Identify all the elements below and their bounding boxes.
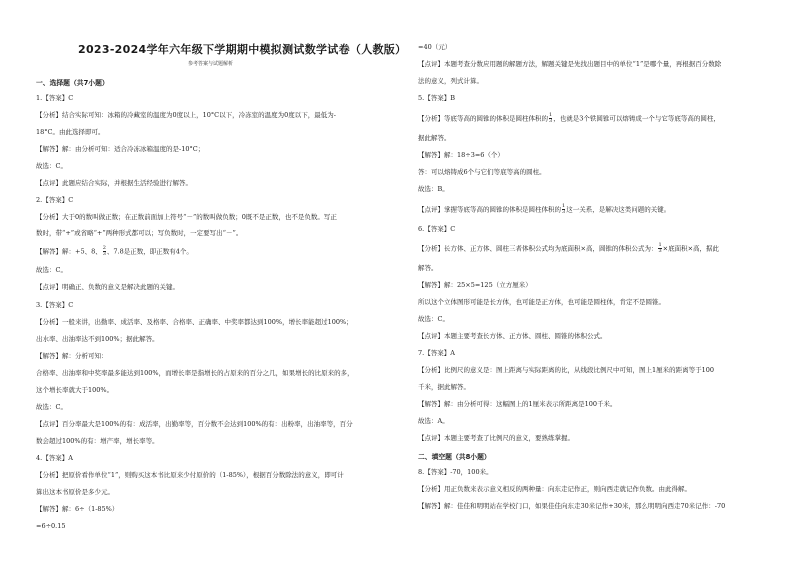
comment-q1: 【点评】此题应结合实际，并根据生活经验进行解答。: [36, 179, 192, 187]
answer-q5: 5.【答案】B: [418, 94, 455, 102]
comment-q3-line2: 数会超过100%的有：增产率，增长率等。: [36, 437, 159, 445]
solution-q2: 【解答】解：+5、8、 $\frac{2}{3}$ 、7.8是正数，即正数有4个。: [36, 245, 193, 257]
solution-q5-answer: 答：可以熔铸成6个与它们等底等高的圆柱。: [418, 168, 546, 176]
comment-q4-line1: 【点评】本题考查分数应用题的解题方法，解题关键是先找出题目中的单位“1”是哪个量，再根据百分数除: [418, 60, 722, 68]
comment-q2: 【点评】明确正、负数的意义是解决此题的关键。: [36, 283, 179, 291]
answer-q6: 6.【答案】C: [418, 225, 456, 233]
analysis-q8: 【分析】用正负数来表示意义相反的两种量：向东走记作正，则向西走就记作负数。由此得解。: [418, 485, 691, 493]
solution-q6: 【解答】解：25×5=125（立方厘米）: [418, 281, 532, 289]
document-subtitle: 参考答案与试题解析: [188, 61, 234, 67]
answer-q3: 3.【答案】C: [36, 301, 74, 309]
solution-q8: 【解答】解：佳佳和明明站在学校门口，如果佳佳向东走30米记作+30米，那么明明向西走70米记作：-70: [418, 502, 726, 510]
analysis-q1-line1: 【分析】结合实际可知：冰箱的冷藏室的温度为0度以上，10°C以下，冷冻室的温度为0度以下，最低为-: [36, 111, 336, 119]
analysis-q7-line2: 千米，据此解答。: [418, 383, 470, 391]
fraction: $\frac{2}{3}$: [102, 245, 106, 257]
answer-q1: 1.【答案】C: [36, 94, 74, 102]
analysis-q6-line1: 【分析】长方体、正方体、圆柱三者体积公式均为底面积×高，圆锥的体积公式为： $\frac{1}{3}$ ×底面积×高，据此: [418, 242, 720, 254]
fraction: $\frac{1}{3}$: [549, 112, 553, 124]
comment-q5: 【点评】掌握等底等高的圆锥的体积是圆柱体积的 $\frac{1}{3}$ 这一关系，是解决这类问题的关键。: [418, 203, 671, 215]
comment-q6: 【点评】本题主要考查长方体、正方体、圆柱、圆锥的体积公式。: [418, 332, 607, 340]
analysis-q3-line2: 出水率、出油率达不到100%；据此解答。: [36, 335, 159, 343]
choice-q5: 故选：B。: [418, 185, 449, 193]
analysis-q2-line2: 数时，带“+”或省略“+”两种形式都可以；写负数时，一定要写出“－”。: [36, 229, 243, 237]
fraction: $\frac{1}{3}$: [562, 203, 566, 215]
section-heading-fill: 二、填空题（共8小题）: [418, 453, 491, 461]
analysis-q2-line1: 【分析】大于0的数叫做正数；在正数前面加上符号“－”的数叫做负数；0既不是正数，也不是负数。写正: [36, 213, 337, 221]
analysis-q3-line1: 【分析】一般来讲，出勤率、成活率、及格率、合格率、正确率、中奖率都达到100%，增长率能超过100%；: [36, 318, 353, 326]
solution-q5: 【解答】解：18÷3=6（个）: [418, 151, 504, 159]
analysis-q6-line2: 解答。: [418, 264, 438, 272]
choice-q2: 故选：C。: [36, 266, 67, 274]
choice-q3: 故选：C。: [36, 403, 67, 411]
answer-q7: 7.【答案】A: [418, 349, 455, 357]
choice-q6: 故选：C。: [418, 315, 449, 323]
answer-q8: 8.【答案】-70，100米。: [418, 468, 493, 476]
solution-q4: 【解答】解：6÷（1-85%）: [36, 505, 119, 513]
section-heading-choice: 一、选择题（共7小题）: [36, 79, 109, 87]
solution-q6-line2: 所以这个立体图形可能是长方体，也可能是正方体，也可能是圆柱体，肯定不是圆锥。: [418, 298, 665, 306]
answer-q4: 4.【答案】A: [36, 454, 73, 462]
solution-q7: 【解答】解：由分析可得：这幅图上的1厘米表示所距离是100千米。: [418, 400, 617, 408]
solution-q1: 【解答】解：由分析可知：适合冷冻冰箱温度的是-10°C；: [36, 145, 205, 153]
choice-q7: 故选：A。: [418, 417, 449, 425]
comment-q4-line2: 法的意义，列式计算。: [418, 77, 483, 85]
solution-q3-line3: 这个增长率就大于100%。: [36, 386, 114, 394]
solution-q3: 【解答】解：分析可知：: [36, 352, 108, 360]
analysis-q4-line1: 【分析】把原价看作单位“1”，则购买这本书比原来少付原价的（1-85%），根据百分数除法的意义，即可计: [36, 471, 344, 479]
fraction: $\frac{1}{3}$: [658, 242, 662, 254]
solution-q4-result: =40（元）: [418, 43, 452, 51]
document-title: 2023-2024学年六年级下学期期中模拟测试数学试卷（人教版）: [78, 43, 407, 56]
analysis-q7-line1: 【分析】比例尺的意义是：图上距离与实际距离的比，从线段比例尺中可知，图上1厘米的距离等于100: [418, 366, 715, 374]
comment-q7: 【点评】本题主要考查了比例尺的意义，要熟练掌握。: [418, 434, 574, 442]
analysis-q1-line2: 18°C。由此选择即可。: [36, 128, 105, 136]
comment-q3-line1: 【点评】百分率最大是100%的有：成活率，出勤率等，百分数不会达到100%的有：出粉率，出油率等，百分: [36, 420, 353, 428]
analysis-q5-line2: 据此解答。: [418, 134, 451, 142]
solution-q4-step: =6÷0.15: [36, 522, 66, 530]
solution-q3-line2: 合格率、出油率和中奖率最多能达到100%，而增长率是指增长的占原来的百分之几，如果增长的比原来的多，: [36, 369, 354, 377]
answer-q2: 2.【答案】C: [36, 196, 74, 204]
analysis-q5-line1: 【分析】等底等高的圆锥的体积是圆柱体积的 $\frac{1}{3}$ ，也就是3个铁圆锥可以熔铸成一个与它等底等高的圆柱，: [418, 112, 720, 124]
analysis-q4-line2: 算出这本书原价是多少元。: [36, 488, 114, 496]
choice-q1: 故选：C。: [36, 162, 67, 170]
